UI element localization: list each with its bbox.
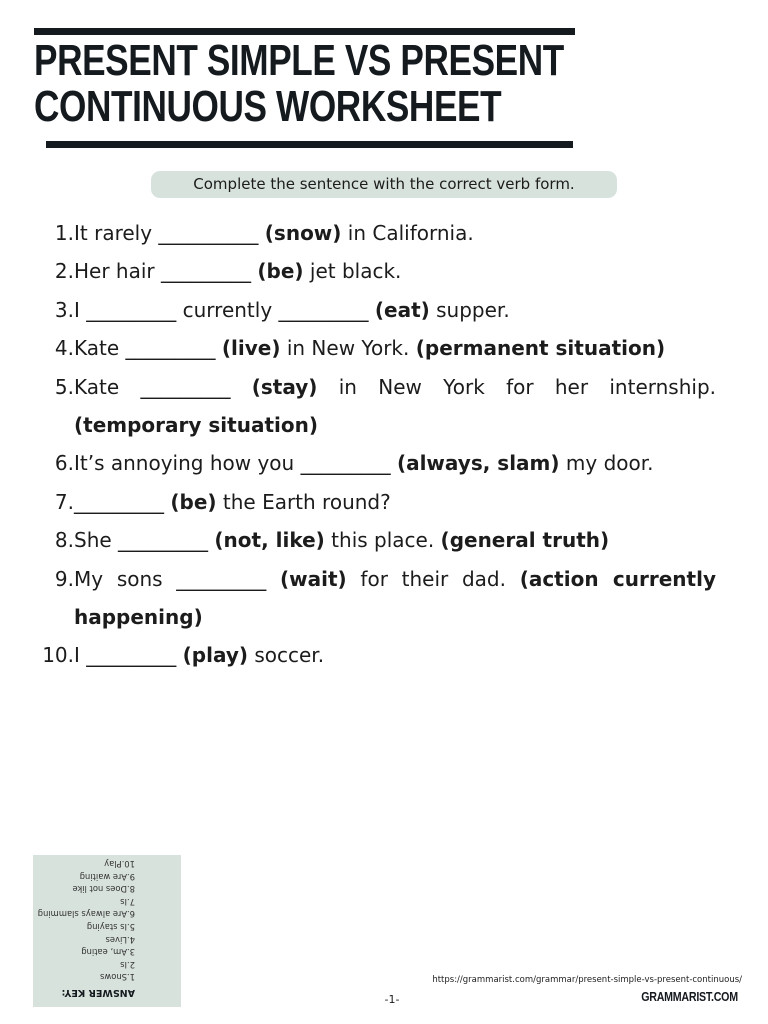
- answer-key-item: 7.Is: [120, 896, 135, 907]
- question-number: 8.: [54, 528, 74, 553]
- worksheet-title: [34, 36, 564, 131]
- sentence-part: It rarely __________: [74, 221, 265, 245]
- verb-hint: (stay): [251, 374, 318, 399]
- sentence-part: jet black.: [303, 259, 402, 284]
- sentence-part: Her hair _________: [74, 259, 258, 284]
- sentence-part: My sons _________: [74, 566, 281, 591]
- brand-logo: GRAMMARIST.COM: [641, 989, 738, 1004]
- question-number: 4.: [54, 336, 74, 361]
- bottom-rule: [46, 141, 573, 148]
- sentence-part: for their dad.: [346, 566, 520, 591]
- verb-hint: (live): [221, 336, 281, 361]
- question-text: [74, 291, 716, 329]
- sentence-part: the Earth round?: [216, 489, 391, 514]
- question-item: [36, 444, 716, 482]
- verb-hint: (general truth): [440, 528, 610, 553]
- question-text: [74, 483, 716, 521]
- question-text: [74, 252, 716, 290]
- sentence-part: in California.: [341, 221, 474, 245]
- question-text: [74, 214, 716, 252]
- sentence-part: _________: [74, 489, 171, 514]
- sentence-part: this place.: [324, 528, 441, 553]
- title-line-2: CONTINUOUS WORKSHEET: [34, 82, 502, 131]
- question-item: [36, 329, 716, 367]
- answer-key-upside-down: [33, 855, 181, 1007]
- question-number: 3.: [54, 297, 74, 322]
- sentence-part: soccer.: [248, 643, 325, 668]
- verb-hint: (not, like): [214, 528, 325, 553]
- answer-key-item: 8.Does not like: [72, 884, 135, 895]
- question-number: 2.: [54, 259, 74, 284]
- title-line-1: PRESENT SIMPLE VS PRESENT: [34, 36, 564, 85]
- question-number: 10.: [42, 643, 74, 668]
- sentence-part: in New York.: [280, 336, 416, 361]
- answer-key-item: 10.Play: [104, 859, 135, 870]
- question-item: [36, 291, 716, 329]
- question-text: [74, 329, 716, 367]
- sentence-part: in New York for her internship.: [317, 374, 716, 399]
- top-rule: [34, 28, 575, 35]
- question-text: [74, 521, 716, 559]
- question-number: 7.: [54, 489, 74, 514]
- answer-key-title: ANSWER KEY:: [61, 987, 135, 998]
- answer-key-list: [37, 857, 135, 983]
- verb-hint: (permanent situation): [415, 336, 666, 361]
- question-number: 6.: [54, 451, 74, 476]
- sentence-part: my door.: [559, 451, 654, 476]
- question-item: [36, 636, 716, 674]
- answer-key-item: 2.Is: [120, 959, 135, 970]
- verb-hint: (be): [170, 489, 217, 514]
- source-url[interactable]: https://grammarist.com/grammar/present-simple-vs-present-continuous/: [432, 975, 742, 985]
- verb-hint: (be): [257, 259, 304, 284]
- question-item: [36, 214, 716, 252]
- question-item: [36, 560, 716, 637]
- question-list: [36, 214, 716, 675]
- question-text: [74, 444, 716, 482]
- question-item: [36, 483, 716, 521]
- verb-hint: (play): [182, 643, 248, 668]
- sentence-part: Kate _________: [74, 336, 222, 361]
- sentence-part: Kate _________: [74, 374, 252, 399]
- question-number: 1.: [54, 221, 74, 245]
- verb-hint: (action currently happening): [74, 566, 716, 630]
- verb-hint: (snow): [264, 221, 342, 245]
- sentence-part: supper.: [429, 297, 510, 322]
- question-text: [74, 560, 716, 637]
- answer-key-item: 4.Lives: [105, 934, 135, 945]
- question-text: [74, 636, 716, 674]
- verb-hint: (temporary situation): [74, 413, 318, 438]
- sentence-part: I _________: [74, 643, 183, 668]
- answer-key-item: 6.Are always slamming: [37, 909, 135, 920]
- verb-hint: (eat): [374, 297, 430, 322]
- verb-hint: (always, slam): [396, 451, 560, 476]
- page-number: -1-: [384, 993, 400, 1006]
- answer-key-item: 3.Am, eating: [81, 947, 135, 958]
- answer-key-item: 1.Snows: [100, 972, 135, 983]
- question-item: [36, 252, 716, 290]
- answer-key-item: 9.Are waiting: [79, 871, 135, 882]
- sentence-part: She _________: [74, 528, 215, 553]
- answer-key-box: [33, 855, 181, 1007]
- sentence-part: It’s annoying how you _________: [74, 451, 397, 476]
- question-item: [36, 368, 716, 445]
- question-item: [36, 521, 716, 559]
- sentence-part: I _________ currently _________: [74, 297, 375, 322]
- question-number: 9.: [54, 566, 74, 591]
- instruction-banner: Complete the sentence with the correct verb form.: [151, 171, 617, 198]
- answer-key-item: 5.Is staying: [86, 922, 135, 933]
- question-number: 5.: [54, 374, 74, 399]
- question-text: [74, 368, 716, 445]
- verb-hint: (wait): [280, 566, 347, 591]
